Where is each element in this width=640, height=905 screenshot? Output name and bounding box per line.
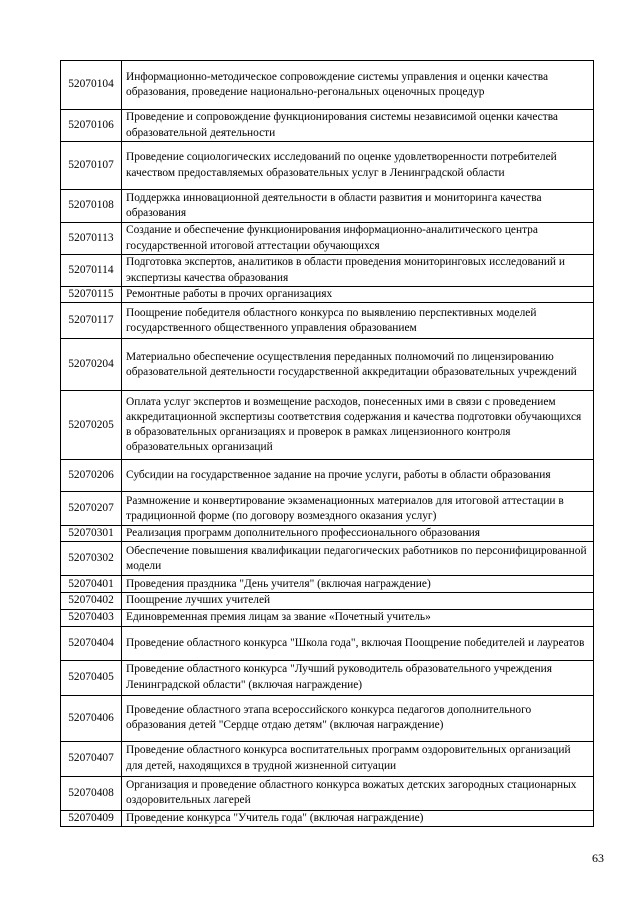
- row-description: Поощрение победителя областного конкурса по выявлению перспективных моделей государственного общественного управления образованием: [122, 303, 594, 339]
- row-code: 52070107: [61, 142, 122, 190]
- row-code: 52070106: [61, 110, 122, 142]
- row-description: Проведение областного этапа всероссийского конкурса педагогов дополнительного образования детей "Сердце отдаю детям" (включая награждение): [122, 695, 594, 741]
- table-row: [61, 660, 594, 695]
- row-code: 52070302: [61, 542, 122, 576]
- table-row: [61, 287, 594, 303]
- row-description: Проведение областного конкурса воспитательных программ оздоровительных организаций для детей, находящихся в трудной жизненной ситуации: [122, 741, 594, 776]
- table-row: [61, 810, 594, 826]
- table-row: [61, 255, 594, 287]
- row-description: Организация и проведение областного конкурса вожатых детских загородных стационарных оздоровительных лагерей: [122, 776, 594, 810]
- row-description: Информационно-методическое сопровождение системы управления и оценки качества образования, проведение национально-регональных оценочных процедур: [122, 61, 594, 110]
- row-code: 52070402: [61, 593, 122, 609]
- row-code: 52070206: [61, 460, 122, 492]
- table-row: [61, 61, 594, 110]
- table-row: [61, 695, 594, 741]
- table-row: [61, 741, 594, 776]
- row-description: Проведение социологических исследований по оценке удовлетворенности потребителей качеством предоставляемых образовательных услуг в Ленинградской области: [122, 142, 594, 190]
- row-description: Проведение конкурса "Учитель года" (включая награждение): [122, 810, 594, 826]
- row-code: 52070301: [61, 526, 122, 542]
- row-code: 52070401: [61, 576, 122, 593]
- table-row: [61, 576, 594, 593]
- table-row: [61, 776, 594, 810]
- row-description: Субсидии на государственное задание на прочие услуги, работы в области образования: [122, 460, 594, 492]
- row-code: 52070406: [61, 695, 122, 741]
- row-description: Создание и обеспечение функционирования информационно-аналитического центра государственной итоговой аттестации обучающихся: [122, 223, 594, 255]
- row-code: 52070115: [61, 287, 122, 303]
- table-row: [61, 626, 594, 660]
- table-row: [61, 110, 594, 142]
- table-row: [61, 303, 594, 339]
- row-code: 52070405: [61, 660, 122, 695]
- row-description: Обеспечение повышения квалификации педагогических работников по персонифицированной модели: [122, 542, 594, 576]
- row-description: Оплата услуг экспертов и возмещение расходов, понесенных ими в связи с проведением аккредитационной экспертизы соответствия содержания и качества подготовки обучающихся в образовательных организациях и проверок в рамках лицензионного контроля образовательных организаций: [122, 391, 594, 460]
- row-code: 52070205: [61, 391, 122, 460]
- table-row: [61, 142, 594, 190]
- row-code: 52070407: [61, 741, 122, 776]
- table-row: [61, 542, 594, 576]
- row-code: 52070204: [61, 339, 122, 391]
- row-code: 52070117: [61, 303, 122, 339]
- row-description: Проведения праздника "День учителя" (включая награждение): [122, 576, 594, 593]
- row-code: 52070403: [61, 609, 122, 626]
- row-description: Размножение и конвертирование экзаменационных материалов для итоговой аттестации в традиционной форме (по договору возмездного оказания услуг): [122, 492, 594, 526]
- row-description: Поддержка инновационной деятельности в области развития и мониторинга качества образования: [122, 190, 594, 223]
- table-row: [61, 460, 594, 492]
- row-code: 52070409: [61, 810, 122, 826]
- row-code: 52070114: [61, 255, 122, 287]
- row-code: 52070104: [61, 61, 122, 110]
- row-description: Проведение и сопровождение функционирования системы независимой оценки качества образовательной деятельности: [122, 110, 594, 142]
- table-row: [61, 492, 594, 526]
- table-row: [61, 339, 594, 391]
- row-description: Проведение областного конкурса "Лучший руководитель образовательного учреждения Ленинградской области" (включая награждение): [122, 660, 594, 695]
- table-row: [61, 391, 594, 460]
- row-description: Материально обеспечение осуществления переданных полномочий по лицензированию образовательной деятельности государственной аккредитации образовательных учреждений: [122, 339, 594, 391]
- row-code: 52070404: [61, 626, 122, 660]
- row-code: 52070113: [61, 223, 122, 255]
- row-description: Подготовка экспертов, аналитиков в области проведения мониторинговых исследований и экспертизы качества образования: [122, 255, 594, 287]
- row-code: 52070207: [61, 492, 122, 526]
- row-code: 52070108: [61, 190, 122, 223]
- table-row: [61, 190, 594, 223]
- row-description: Единовременная премия лицам за звание «Почетный учитель»: [122, 609, 594, 626]
- table-row: [61, 223, 594, 255]
- row-description: Реализация программ дополнительного профессионального образования: [122, 526, 594, 542]
- row-description: Поощрение лучших учителей: [122, 593, 594, 609]
- table-row: [61, 593, 594, 609]
- row-description: Ремонтные работы в прочих организациях: [122, 287, 594, 303]
- row-description: Проведение областного конкурса "Школа года", включая Поощрение победителей и лауреатов: [122, 626, 594, 660]
- row-code: 52070408: [61, 776, 122, 810]
- page-number: 63: [592, 851, 604, 865]
- budget-codes-table: [60, 60, 594, 827]
- table-row: [61, 609, 594, 626]
- table-row: [61, 526, 594, 542]
